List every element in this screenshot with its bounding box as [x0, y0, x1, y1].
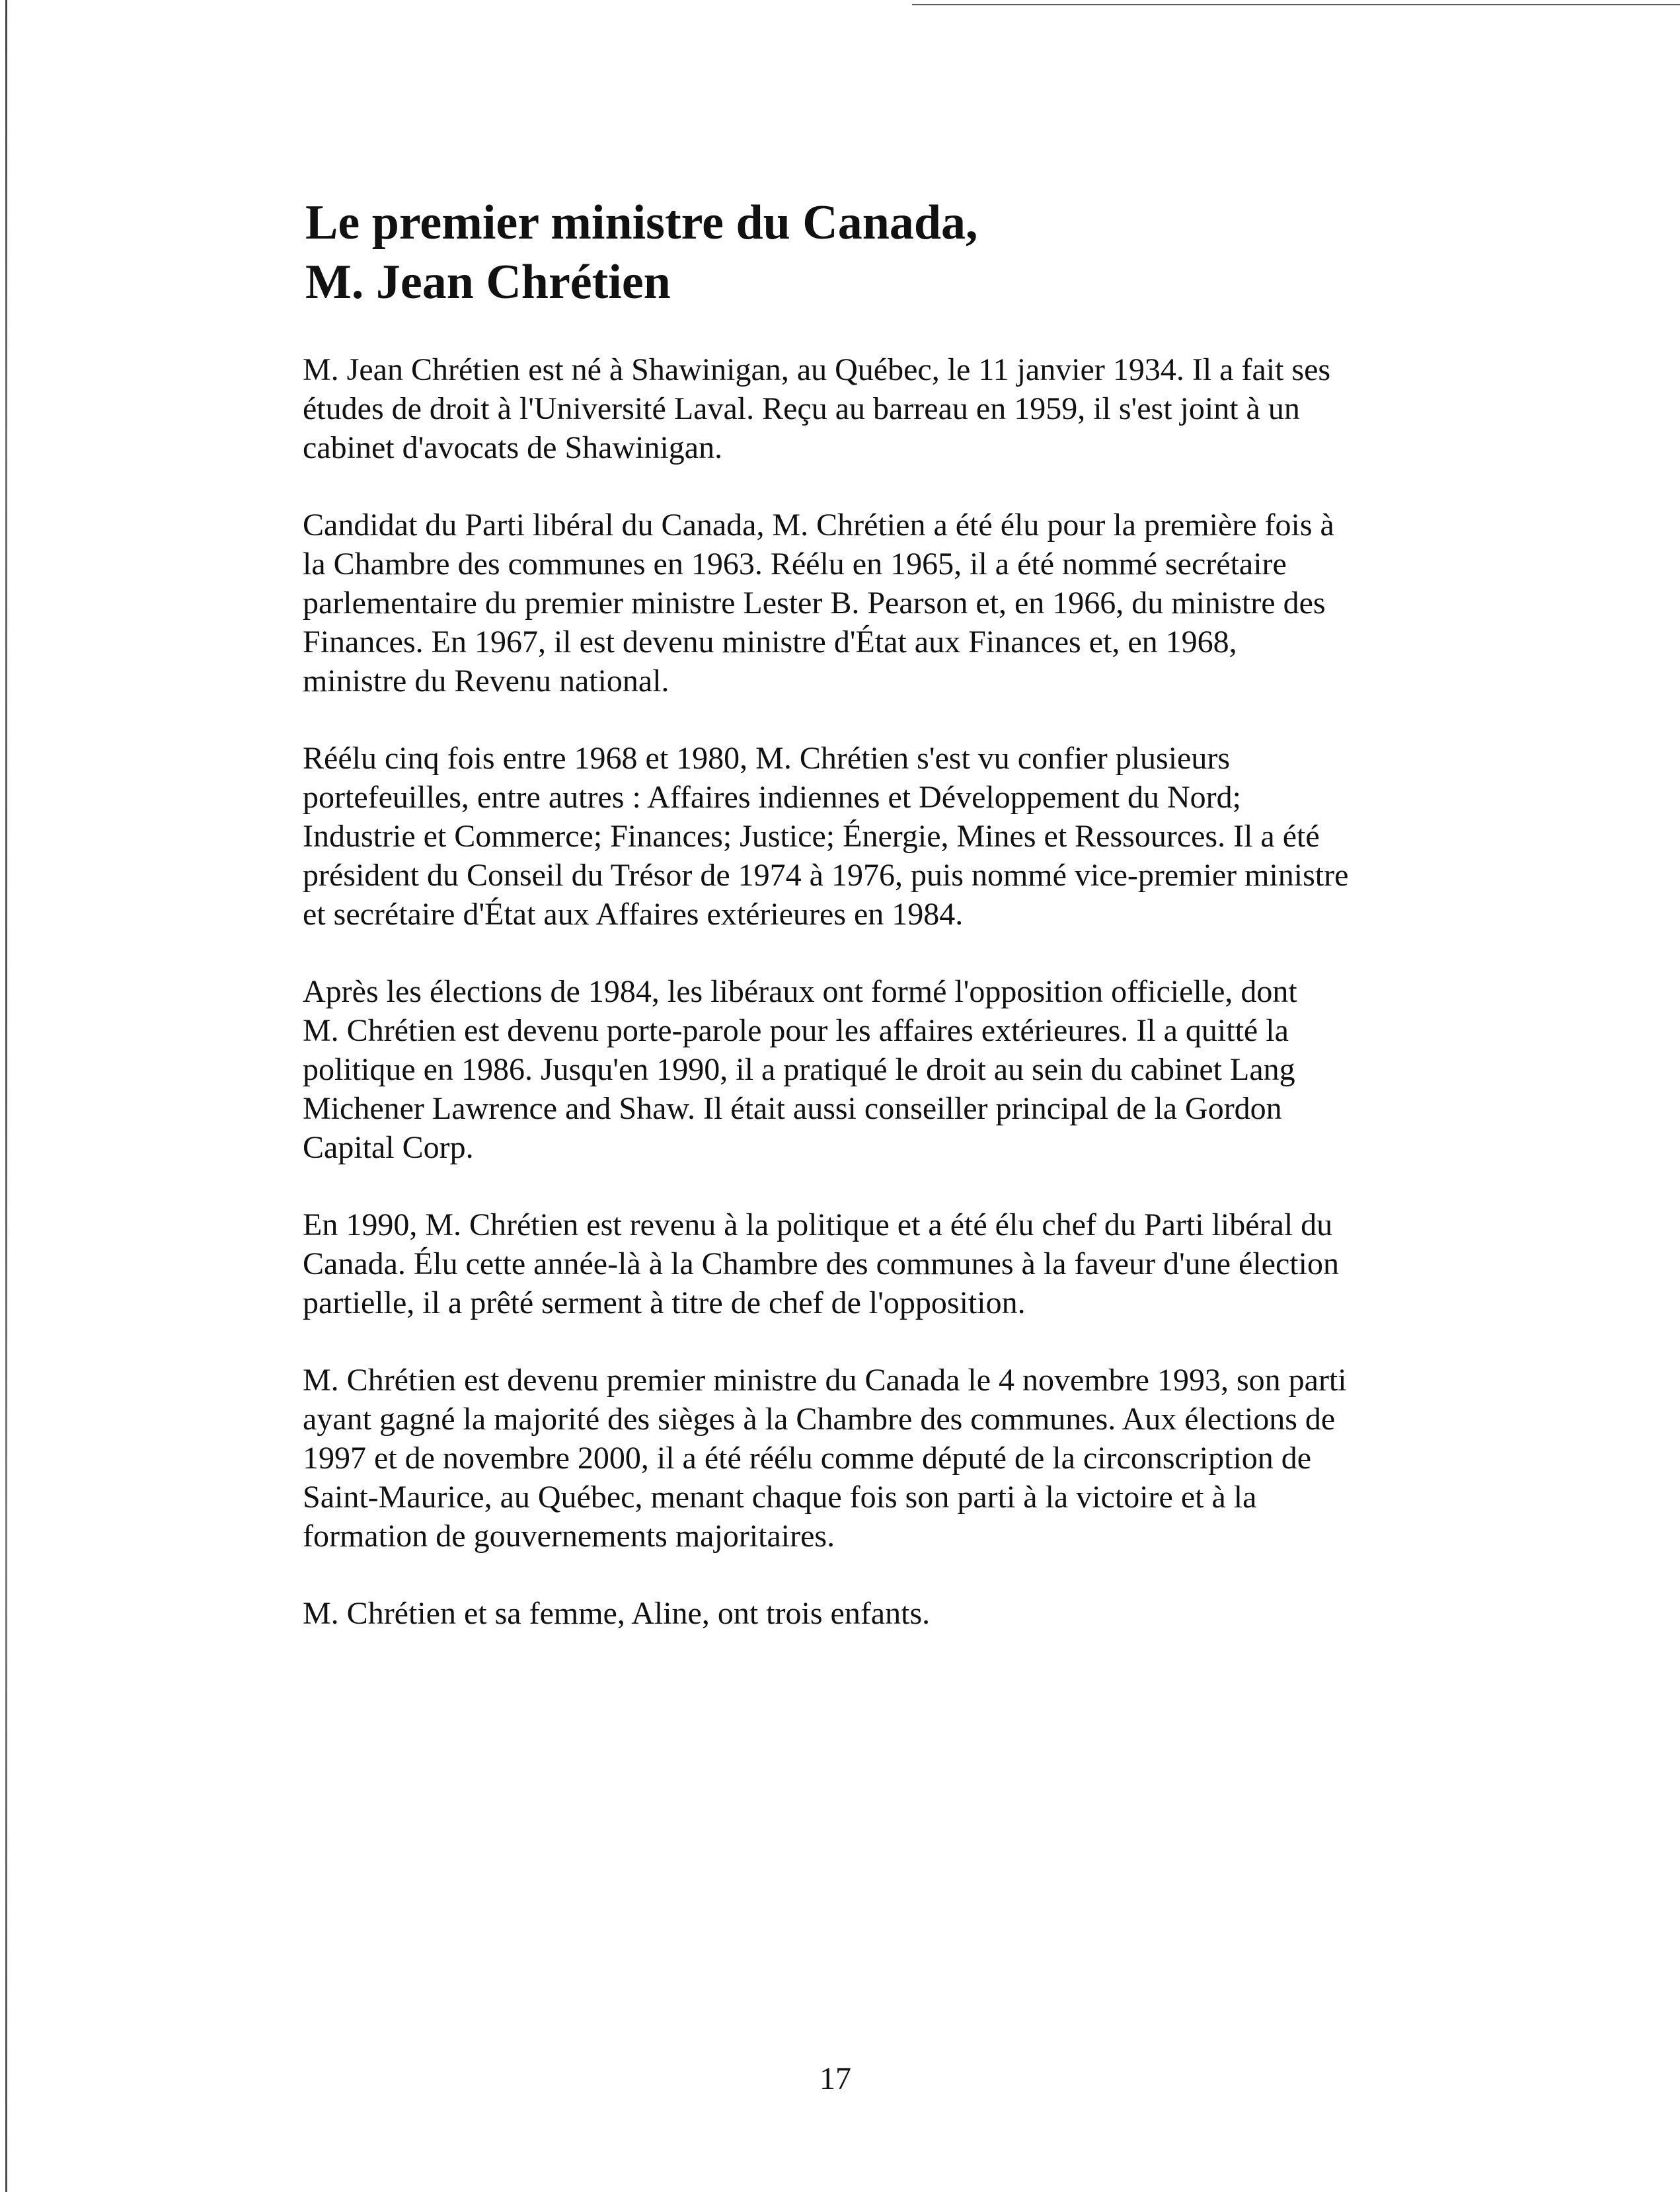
- biography-body: [303, 350, 1439, 1671]
- page-title: [305, 193, 1429, 312]
- paragraph-opposition: Après les élections de 1984, les libéraux ont formé l'opposition officielle, dont M. Chrétien est devenu porte-parole pour les affaires extérieures. Il a quitté la politique en 1986. Jusqu'en 1990, il a pratiqué le droit au sein du cabinet Lang Michener Lawrence and Shaw. Il était aussi conseiller principal de la Gordon Capital Corp.: [303, 974, 1297, 1165]
- title-line-2: M. Jean Chrétien: [305, 255, 671, 309]
- paragraph-birth-education: M. Jean Chrétien est né à Shawinigan, au Québec, le 11 janvier 1934. Il a fait ses études de droit à l'Université Laval. Reçu au barreau en 1959, il s'est joint à un cabinet d'avocats de Shawinigan.: [303, 352, 1331, 465]
- title-line-1: Le premier ministre du Canada,: [305, 196, 978, 250]
- paragraph-party-leader: En 1990, M. Chrétien est revenu à la politique et a été élu chef du Parti libéral du Canada. Élu cette année-là à la Chambre des communes à la faveur d'une élection partielle, il a prêté serment à titre de chef de l'opposition.: [303, 1207, 1339, 1320]
- paragraph-prime-minister: M. Chrétien est devenu premier ministre du Canada le 4 novembre 1993, son parti ayant gagné la majorité des sièges à la Chambre des communes. Aux élections de 1997 et de novembre 2000, il a été réélu comme député de la circonscription de Saint-Maurice, au Québec, menant chaque fois son parti à la victoire et à la formation de gouvernements majoritaires.: [303, 1363, 1347, 1554]
- paragraph-first-election: Candidat du Parti libéral du Canada, M. Chrétien a été élu pour la première fois à la Chambre des communes en 1963. Réélu en 1965, il a été nommé secrétaire parlementaire du premier ministre Lester B. Pearson et, en 1966, du ministre des Finances. En 1967, il est devenu ministre d'État aux Finances et, en 1968, ministre du Revenu national.: [303, 508, 1334, 699]
- paragraph-family: M. Chrétien et sa femme, Aline, ont trois enfants.: [303, 1596, 931, 1631]
- scan-edge-top: [912, 4, 1680, 5]
- scan-edge-left: [5, 0, 7, 2192]
- page-number: 17: [820, 2061, 851, 2096]
- paragraph-portfolios: Réélu cinq fois entre 1968 et 1980, M. Chrétien s'est vu confier plusieurs portefeuilles, entre autres : Affaires indiennes et Développement du Nord; Industrie et Commerce; Finances; Justice; Énergie, Mines et Ressources. Il a été président du Conseil du Trésor de 1974 à 1976, puis nommé vice-premier ministre et secrétaire d'État aux Affaires extérieures en 1984.: [303, 741, 1349, 932]
